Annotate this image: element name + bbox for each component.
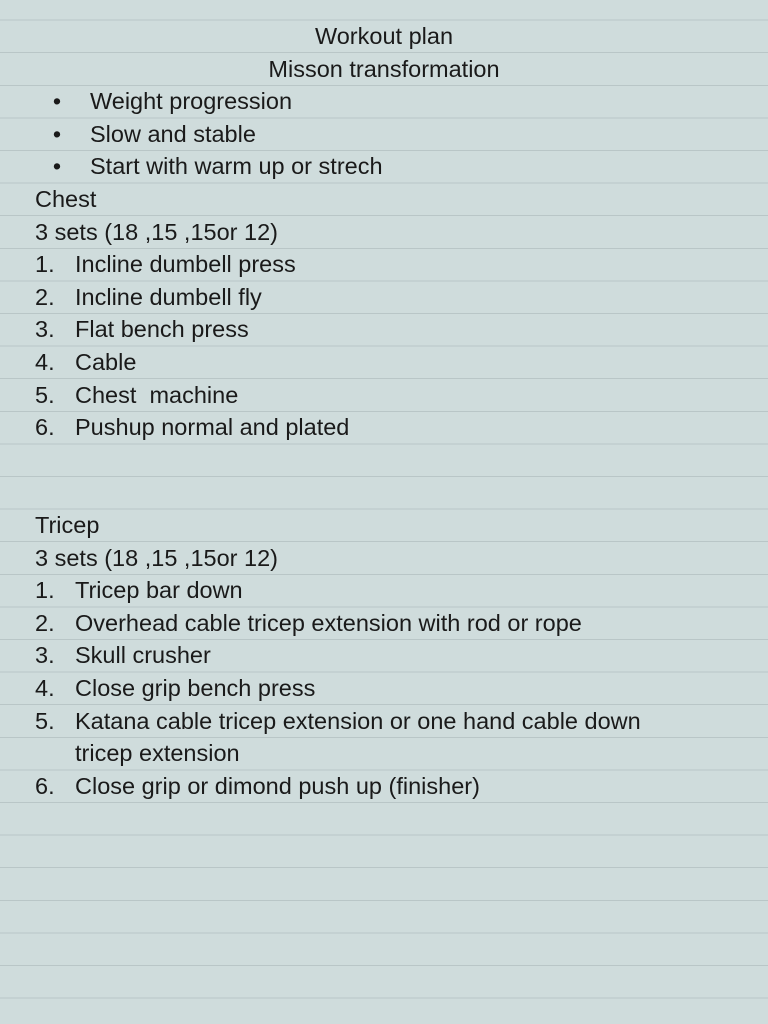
item-text: Pushup normal and plated — [75, 414, 350, 441]
chest-list-item — [0, 281, 768, 314]
tricep-list-item — [0, 705, 768, 738]
item-number: 4. — [35, 349, 55, 375]
page-title: Workout plan — [314, 23, 454, 49]
item-text: Close grip or dimond push up (finisher) — [75, 772, 480, 799]
tricep-heading: Tricep — [35, 512, 100, 538]
item-text: Close grip bench press — [75, 675, 316, 701]
item-text: Katana cable tricep extension or one hand cable down — [75, 707, 641, 734]
tricep-list-item — [0, 574, 768, 607]
bullet-item — [0, 85, 768, 118]
tricep-list-item-continuation — [0, 737, 768, 770]
bullet-text: Start with warm up or strech — [90, 153, 383, 180]
item-text: Overhead cable tricep extension with rod or rope — [75, 609, 582, 636]
bullet-item — [0, 118, 768, 151]
bullet-text: Slow and stable — [90, 120, 256, 147]
bullet-dot-icon: • — [52, 153, 62, 180]
item-text: Incline dumbell fly — [75, 283, 262, 310]
item-text: Flat bench press — [75, 316, 249, 343]
item-number: 4. — [35, 675, 55, 701]
tricep-list-item — [0, 672, 768, 705]
item-number: 2. — [35, 609, 55, 636]
tricep-list-item — [0, 639, 768, 672]
tricep-sets: 3 sets (18 ,15 ,15or 12) — [35, 544, 278, 571]
item-number: 1. — [35, 577, 55, 604]
chest-list-item — [0, 379, 768, 412]
item-number: 6. — [35, 414, 55, 441]
item-number: 6. — [35, 772, 55, 799]
bullet-dot-icon: • — [52, 120, 62, 147]
chest-list-item — [0, 411, 768, 444]
chest-heading: Chest — [35, 186, 97, 212]
item-text: Tricep bar down — [75, 577, 243, 604]
item-number: 1. — [35, 251, 55, 278]
chest-sets: 3 sets (18 ,15 ,15or 12) — [35, 218, 278, 245]
chest-list-item — [0, 346, 768, 379]
item-text-continuation: tricep extension — [75, 740, 240, 767]
item-number: 3. — [35, 642, 55, 669]
bullet-dot-icon: • — [52, 88, 62, 115]
item-number: 3. — [35, 316, 55, 343]
item-text: Incline dumbell press — [75, 251, 296, 278]
tricep-list-item — [0, 607, 768, 640]
tricep-list-item — [0, 770, 768, 803]
item-number: 5. — [35, 381, 55, 408]
bullet-text: Weight progression — [90, 88, 293, 115]
chest-list-item — [0, 313, 768, 346]
item-number: 2. — [35, 283, 55, 310]
page-subtitle: Misson transformation — [268, 55, 500, 82]
bullet-item — [0, 150, 768, 183]
item-text: Skull crusher — [75, 642, 211, 669]
item-number: 5. — [35, 707, 55, 734]
chest-list-item — [0, 248, 768, 281]
item-text: Cable — [75, 349, 137, 375]
item-text: Chest machine — [75, 381, 239, 408]
